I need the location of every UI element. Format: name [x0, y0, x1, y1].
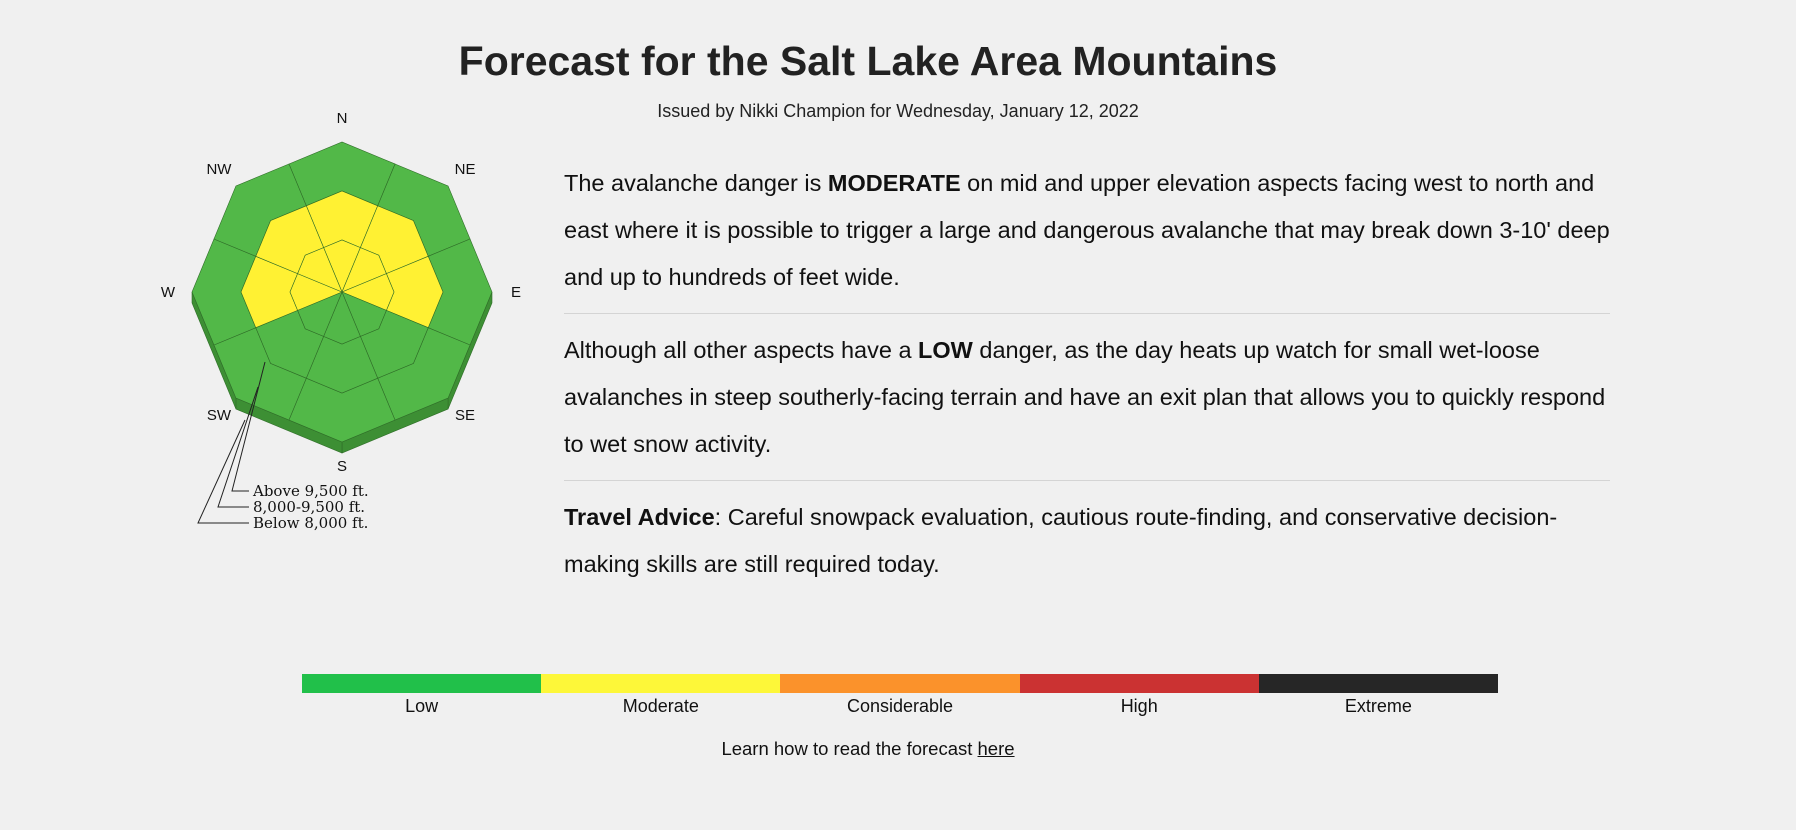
scale-bar-moderate	[541, 674, 780, 693]
aspect-label: NW	[206, 160, 232, 178]
summary-paragraph-2: Although all other aspects have a LOW danger, as the day heats up watch for small wet-loose avalanches in steep southerly-facing terrain and have an exit plan that allows you to quickly respond to wet snow activity.	[564, 337, 1606, 457]
aspect-label: SE	[455, 407, 476, 425]
divider	[564, 313, 1610, 314]
page-title: Forecast for the Salt Lake Area Mountains	[458, 38, 1278, 84]
danger-low-text: LOW	[918, 337, 973, 363]
aspect-label: W	[160, 284, 176, 301]
issued-by-subtitle: Issued by Nikki Champion for Wednesday, January 12, 2022	[657, 101, 1139, 121]
scale-bar-high	[1020, 674, 1259, 693]
elevation-label: Above 9,500 ft.	[253, 482, 369, 500]
scale-label-extreme: Extreme	[1344, 696, 1412, 716]
danger-scale	[302, 674, 1498, 717]
scale-label-high: High	[1120, 696, 1158, 716]
elevation-label: 8,000-9,500 ft.	[253, 498, 366, 516]
scale-label-moderate: Moderate	[622, 696, 699, 716]
bottom-line-summary	[564, 160, 1610, 588]
danger-rose	[150, 110, 522, 542]
scale-bar-low	[302, 674, 541, 693]
scale-bar-extreme	[1259, 674, 1498, 693]
scale-bar-considerable	[780, 674, 1019, 693]
learn-here-link[interactable]: here	[977, 738, 1015, 759]
danger-moderate-text: MODERATE	[827, 170, 961, 196]
danger-scale-bars	[302, 674, 1498, 693]
travel-advice-paragraph: Travel Advice: Careful snowpack evaluation, cautious route-finding, and conservative decision-making skills are still required today.	[564, 504, 1558, 577]
danger-scale-labels	[302, 696, 1498, 717]
aspect-label: N	[336, 110, 348, 127]
elevation-label: Below 8,000 ft.	[253, 514, 369, 532]
scale-label-considerable: Considerable	[846, 696, 954, 716]
divider	[564, 480, 1610, 481]
aspect-label: S	[336, 458, 348, 475]
aspect-label: NE	[454, 160, 476, 178]
aspect-label: E	[510, 284, 522, 301]
summary-paragraph-1: The avalanche danger is MODERATE on mid and upper elevation aspects facing west to north and east where it is possible to trigger a large and dangerous avalanche that may break down 3-10' deep and up to hundreds of feet wide.	[564, 170, 1610, 290]
learn-forecast-text: Learn how to read the forecast here	[721, 738, 1015, 759]
aspect-label: SW	[206, 407, 232, 425]
scale-label-low: Low	[405, 696, 439, 716]
travel-advice-label: Travel Advice	[564, 504, 715, 530]
